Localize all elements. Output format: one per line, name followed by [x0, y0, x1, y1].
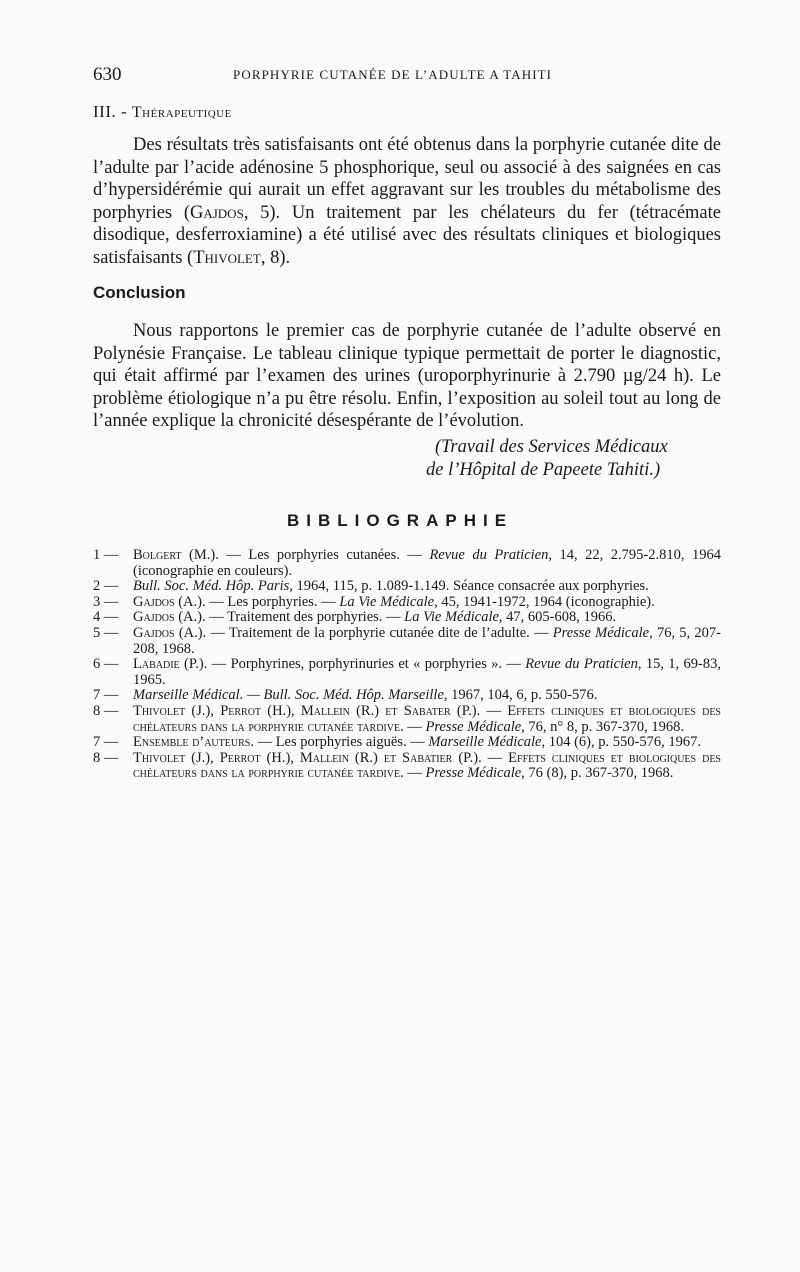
- reference-number: 2 —: [93, 578, 119, 595]
- reference-text: (J.), Perrot (H.), Mallein (R.) et Sabater (P.). — Effets cliniques et biologiques des chélateurs dans la porphyrie cutanée tardive. —: [133, 702, 721, 735]
- reference-details: 47, 605-608, 1966.: [502, 609, 617, 626]
- reference-details: 76, n° 8, p. 367-370, 1968.: [524, 718, 685, 735]
- page-number: 630: [93, 64, 122, 85]
- reference-item: [93, 735, 721, 751]
- reference-number: 5 —: [93, 624, 119, 641]
- reference-journal: Presse Médicale,: [425, 718, 525, 735]
- reference-item: [93, 626, 721, 657]
- reference-details: 1967, 104, 6, p. 550-576.: [447, 687, 598, 704]
- reference-number: 1 —: [93, 547, 119, 563]
- reference-details: 76 (8), p. 367-370, 1968.: [524, 765, 674, 782]
- bibliography-heading: BIBLIOGRAPHIE: [286, 511, 514, 530]
- paragraph-text: Des résultats très satisfaisants ont été obtenus dans la porphyrie cutanée dite de l’adulte par l’acide adénosine 5 phosphorique, seul ou associé à des saignées en cas d’hypersidérémie qui aurait un effet aggravant sur les troubles du métabolisme des porphyries (: [93, 135, 721, 223]
- reference-number: 6 —: [93, 656, 119, 673]
- reference-number: 8 —: [93, 702, 119, 719]
- reference-text: (A.). — Traitement des porphyries. —: [174, 609, 405, 626]
- reference-text: (J.), Perrot (H.), Mallein (R.) et Sabatier (P.). — Effets cliniques et biologiques des chélateurs dans la porphyrie cutanée tardive. —: [133, 749, 721, 782]
- paragraph-text: , 5). Un traitement par les chélateurs du fer (tétracémate disodique, desferroxiamine) a été utilisé avec des résultats cliniques et biologiques satisfaisants (: [93, 202, 721, 268]
- section-heading-therapeutique: [93, 102, 232, 122]
- reference-item: [93, 610, 721, 626]
- reference-author: Thivolet: [133, 702, 186, 719]
- reference-author: Bolgert: [133, 547, 182, 563]
- reference-text: (A.). — Les porphyries. —: [174, 593, 340, 610]
- section-number: III. -: [93, 102, 128, 121]
- section-title: Thérapeutique: [131, 104, 232, 121]
- reference-journal: Bull. Soc. Méd. Hôp. Paris,: [133, 578, 293, 595]
- reference-list: [93, 548, 721, 782]
- reference-item: [93, 595, 721, 611]
- reference-journal: Revue du Praticien,: [525, 656, 642, 673]
- reference-number: 8 —: [93, 749, 119, 766]
- page-header: [93, 64, 721, 88]
- reference-journal: La Vie Médicale,: [339, 593, 438, 610]
- reference-author: Ensemble d’auteurs: [133, 734, 251, 751]
- reference-text: . — Les porphyries aiguës. —: [250, 734, 429, 751]
- author-citation: Thivolet: [193, 247, 261, 268]
- reference-item: [93, 579, 721, 595]
- reference-journal: Marseille Médicale,: [428, 734, 546, 751]
- reference-item: [93, 751, 721, 782]
- reference-journal: Presse Médicale,: [425, 765, 525, 782]
- reference-number: 7 —: [93, 687, 119, 704]
- reference-journal: Revue du Praticien,: [429, 547, 552, 563]
- reference-item: [93, 548, 721, 579]
- reference-author: Thivolet: [133, 749, 186, 766]
- reference-item: [93, 688, 721, 704]
- conclusion-heading: Conclusion: [93, 283, 186, 302]
- reference-details: 76, 5, 207-208, 1968.: [133, 624, 721, 657]
- affiliation-signature: [426, 436, 726, 482]
- reference-details: 14, 22, 2.795-2.810, 1964 (iconographie en couleurs).: [133, 547, 721, 579]
- reference-details: 1964, 115, p. 1.089-1.149. Séance consacrée aux porphyries.: [292, 578, 649, 595]
- conclusion-paragraph: Nous rapportons le premier cas de porphyrie cutanée de l’adulte observé en Polynésie Française. Le tableau clinique typique permettait de porter le diagnostic, qui était affirmé par l’examen des urines (uroporphyrinurie à 2.790 µg/24 h). Le problème étiologique n’a pu être résolu. Enfin, l’exposition au soleil tout au long de l’année explique la chronicité désespérante de l’évolution.: [93, 321, 721, 431]
- signature-line: (Travail des Services Médicaux: [435, 437, 668, 457]
- reference-journal: Marseille Médical. — Bull. Soc. Méd. Hôp. Marseille,: [133, 687, 448, 704]
- reference-number: 7 —: [93, 734, 119, 751]
- therapeutique-paragraph: [93, 134, 721, 269]
- reference-author: Gajdos: [133, 624, 175, 641]
- reference-journal: La Vie Médicale,: [404, 609, 503, 626]
- signature-line: de l’Hôpital de Papeete Tahiti.): [426, 460, 661, 480]
- author-citation: Gajdos: [189, 202, 244, 223]
- reference-author: Labadie: [133, 656, 180, 673]
- reference-details: 104 (6), p. 550-576, 1967.: [545, 734, 701, 751]
- reference-text: (A.). — Traitement de la porphyrie cutanée dite de l’adulte. —: [174, 624, 553, 641]
- reference-details: 45, 1941-1972, 1964 (iconographie).: [437, 593, 655, 610]
- reference-details: 15, 1, 69-83, 1965.: [133, 656, 721, 688]
- reference-text: (P.). — Porphyrines, porphyrinuries et « porphyries ». —: [179, 656, 526, 673]
- reference-number: 4 —: [93, 609, 119, 626]
- reference-journal: Presse Médicale,: [552, 624, 653, 641]
- reference-number: 3 —: [93, 593, 119, 610]
- reference-author: Gajdos: [133, 609, 175, 626]
- reference-item: [93, 657, 721, 688]
- reference-text: (M.). — Les porphyries cutanées. —: [181, 547, 430, 563]
- paragraph-text: , 8).: [260, 247, 291, 268]
- reference-author: Gajdos: [133, 593, 175, 610]
- reference-item: [93, 704, 721, 735]
- running-title: PORPHYRIE CUTANÉE DE L’ADULTE A TAHITI: [233, 67, 553, 82]
